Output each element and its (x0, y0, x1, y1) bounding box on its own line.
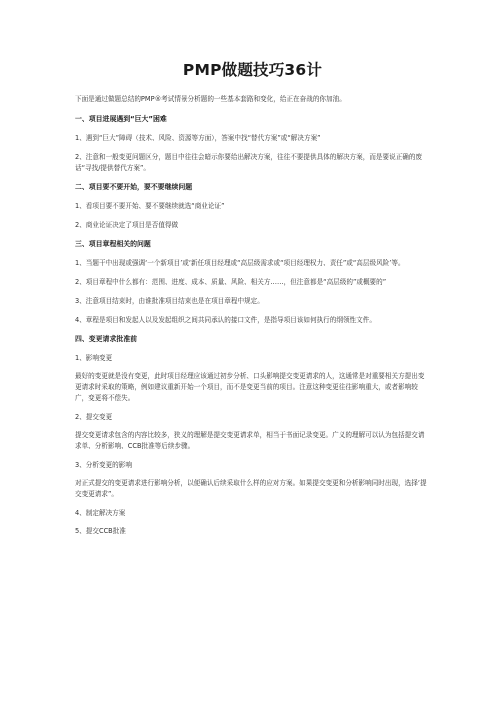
section-3-paragraph-2: 2、项目章程中什么都有：范围、进度、成本、质量、风险、相关方……，但注意都是“高层级的”或概要的” (75, 278, 387, 286)
section-3-paragraph-4: 4、章程是项目和发起人以及发起组织之间共同承认的接口文件，是指导项目该如何执行的纲领性文件。 (75, 316, 376, 324)
section-heading-1: 一、项目进展遇到“巨大”困难 (75, 115, 167, 123)
section-3-paragraph-3: 3、注意项目结束时，由谁批准项目结束也是在项目章程中规定。 (75, 297, 264, 305)
section-4-subheading-5: 5、提交CCB批准 (75, 527, 126, 535)
section-heading-3: 三、项目章程相关的问题 (75, 240, 151, 248)
section-4-subheading-4: 4、制定解决方案 (75, 509, 126, 517)
section-4-paragraph-3: 对正式提交的变更请求进行影响分析，以便确认后续采取什么样的应对方案。如果提交变更和分析影响同时出现，选择‘提交变更请求”。 (75, 479, 427, 498)
section-4-subheading-2: 2、提交变更 (75, 413, 113, 421)
section-heading-2: 二、项目要不要开始，要不要继续问题 (75, 183, 193, 191)
section-4-paragraph-1: 最好的变更就是没有变更，此时项目经理应该通过初步分析、口头影响提交变更请求的人，这通常是对重要相关方提出变更请求时采取的策略，例如建议重新开始一个项目，而不是变更当前的项目。注意这种变更往往影响重大，或者影响较广，变更将不偿失。 (75, 372, 425, 402)
section-3-paragraph-1: 1、当题干中出现或强调‘一个新项目’或‘新任项目经理或“高层级需求或“项目经理权力、责任”或“高层级风险’等。 (75, 259, 405, 267)
section-1-paragraph-1: 1、遇到“巨大”障碍（技术、风险、资源等方面），答案中找“替代方案”或“解决方案” (75, 134, 321, 142)
section-4-paragraph-2: 提交变更请求包含的内容比较多，狭义的理解是提交变更请求单，相当于书面记录变更。广义的理解可以认为包括提交请求单、分析影响、CCB批准等后续步骤。 (75, 431, 425, 450)
section-4-subheading-1: 1、影响变更 (75, 354, 113, 362)
intro-paragraph: 下面是通过做题总结的PMP®考试情景分析题的一些基本套路和变化，给正在奋战的你加油。 (75, 95, 346, 103)
section-1-paragraph-2: 2、注意和一般变更问题区分，题目中往往会暗示你要给出解决方案，往往不要提供具体的解决方案，而是要说正确的废话“寻找/提供替代方案”。 (75, 153, 423, 172)
section-2-paragraph-1: 1、看项目要不要开始、要不要继续就选“商业论证” (75, 202, 225, 210)
section-4-subheading-3: 3、分析变更的影响 (75, 461, 132, 469)
document-title: PMP做题技巧36计 (182, 61, 323, 79)
document-page (75, 58, 430, 544)
section-heading-4: 四、变更请求批准前 (75, 335, 138, 343)
section-2-paragraph-2: 2、商业论证决定了项目是否值得做 (75, 221, 179, 229)
